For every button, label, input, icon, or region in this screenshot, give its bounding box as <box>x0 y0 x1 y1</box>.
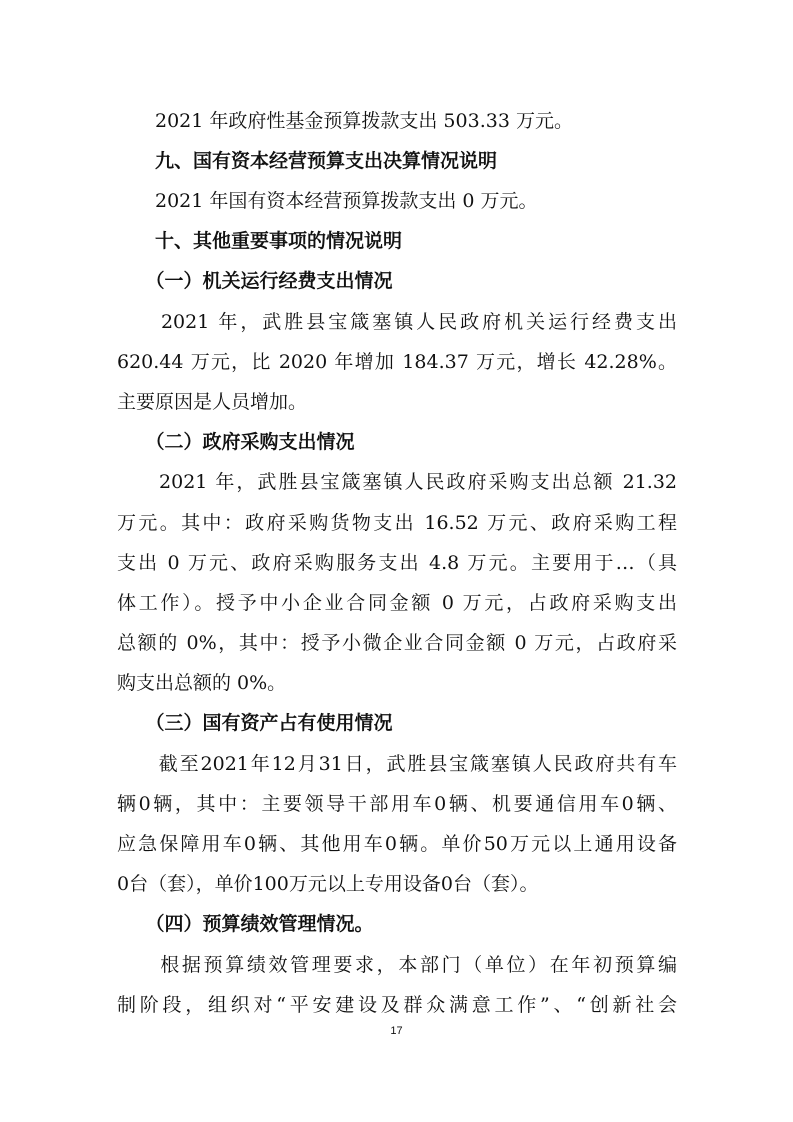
section-heading-9: 九、国有资本经营预算支出决算情况说明 <box>117 150 498 172</box>
paragraph-line: 万元。其中：政府采购货物支出 16.52 万元、政府采购工程 <box>117 512 677 534</box>
paragraph-line: 支出 0 万元、政府采购服务支出 4.8 万元。主要用于…（具 <box>117 552 677 574</box>
paragraph-line: 截至2021年12月31日，武胜县宝箴塞镇人民政府共有车 <box>117 753 677 775</box>
paragraph-line: 体工作）。授予中小企业合同金额 0 万元，占政府采购支出 <box>117 592 677 614</box>
paragraph-line: 620.44 万元，比 2020 年增加 184.37 万元，增长 42.28%。 <box>117 351 677 373</box>
paragraph-line: 总额的 0%，其中：授予小微企业合同金额 0 万元，占政府采 <box>117 632 677 654</box>
subsection-heading-3: （三）国有资产占有使用情况 <box>117 712 393 734</box>
paragraph-line: 购支出总额的 0%。 <box>117 672 287 694</box>
paragraph-line: 应急保障用车0辆、其他用车0辆。单价50万元以上通用设备 <box>117 833 677 855</box>
paragraph-line: 2021 年，武胜县宝箴塞镇人民政府采购支出总额 21.32 <box>117 471 677 493</box>
paragraph-line: 制阶段，组织对“平安建设及群众满意工作”、“创新社会 <box>117 994 677 1016</box>
paragraph-line: 根据预算绩效管理要求，本部门（单位）在年初预算编 <box>117 954 677 976</box>
paragraph-line: 主要原因是人员增加。 <box>117 391 308 413</box>
subsection-heading-4: （四）预算绩效管理情况。 <box>117 913 374 935</box>
paragraph-line: 2021 年，武胜县宝箴塞镇人民政府机关运行经费支出 <box>117 311 677 333</box>
paragraph-line: 2021 年国有资本经营预算拨款支出 0 万元。 <box>117 190 538 212</box>
paragraph-line: 0台（套），单价100万元以上专用设备0台（套）。 <box>117 873 539 895</box>
paragraph-line: 辆0辆，其中：主要领导干部用车0辆、机要通信用车0辆、 <box>117 793 677 815</box>
section-heading-10: 十、其他重要事项的情况说明 <box>117 230 403 252</box>
paragraph-line: 2021 年政府性基金预算拨款支出 503.33 万元。 <box>117 110 573 132</box>
page-number: 17 <box>390 1025 403 1037</box>
subsection-heading-1: （一）机关运行经费支出情况 <box>117 270 393 292</box>
subsection-heading-2: （二）政府采购支出情况 <box>117 431 355 453</box>
